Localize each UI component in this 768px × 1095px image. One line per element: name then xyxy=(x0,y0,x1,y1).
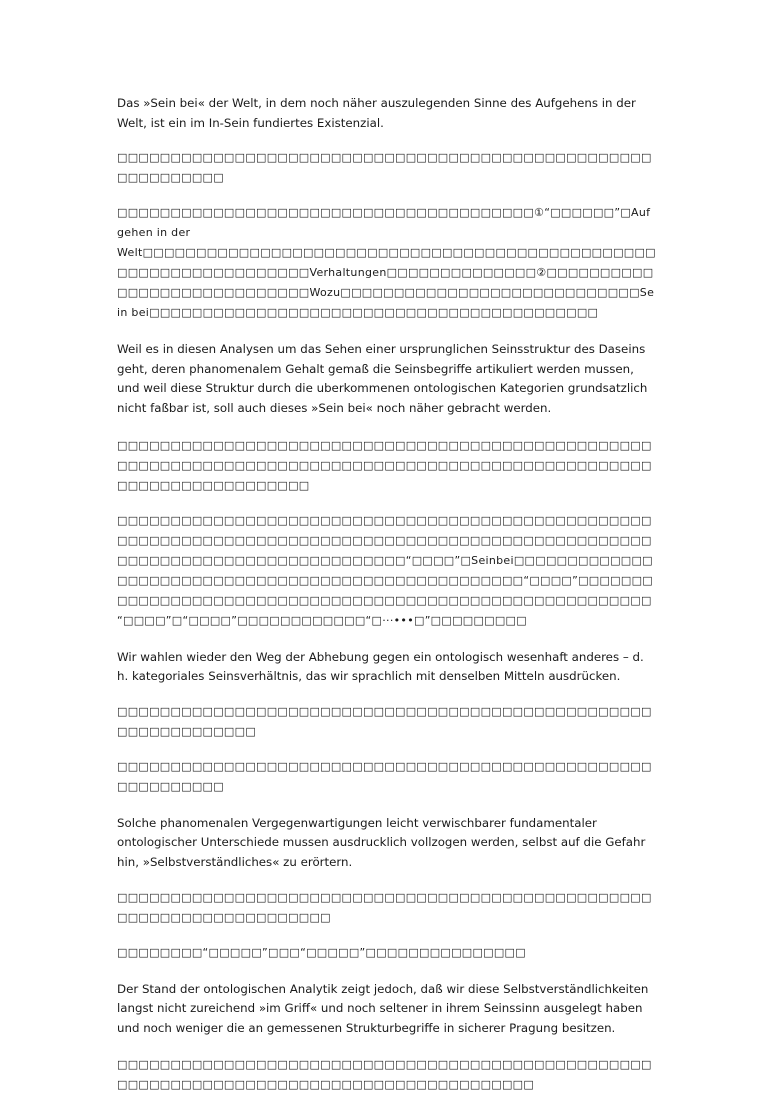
document-body xyxy=(117,94,657,1095)
paragraph-chinese: □□□□□□□□“□□□□□”□□□“□□□□□”□□□□□□□□□□□□□□□ xyxy=(117,945,526,959)
paragraph-chinese: □□□□□□□□□□□□□□□□□□□□□□□□□□□□□□□□□□□□□□□□□□□□□□□□□□□□□□□□□□□□ xyxy=(117,759,652,793)
paragraph-german: Der Stand der ontologischen Analytik zeigt jedoch, daß wir diese Selbstverständlichkeiten langst nicht zureichend »im Griff« und noch seltener in ihrem Seinssinn ausgelegt haben und noch weniger die an gemessenen Strukturbegriffe in sicherer Pragung besitzen. xyxy=(117,981,649,1035)
paragraph-chinese: □□□□□□□□□□□□□□□□□□□□□□□□□□□□□□□□□□□□□□□□□□□□□□□□□□□□□□□□□□□□ xyxy=(117,151,652,185)
paragraph-chinese: □□□□□□□□□□□□□□□□□□□□□□□□□□□□□□□□□□□□□□□□□□□□□□□□□□□□□□□□□□□□□□□□□□□□□□□□□□□□□□□□□□□□□□□□□□□□□□□□□□□□□□□□□□□□□□□□□□□□□□ xyxy=(117,438,652,492)
paragraph-german: Das »Sein bei« der Welt, in dem noch näher auszulegenden Sinne des Aufgehens in der Welt, ist ein im In-Sein fundiertes Existenzial. xyxy=(117,96,636,130)
paragraph-chinese: □□□□□□□□□□□□□□□□□□□□□□□□□□□□□□□□□□□□□□□□□□□□□□□□□□□□□□□□□□□□□□□□□□□□□□□□□□□□□□□□□□□□□□□□□ xyxy=(117,1058,652,1092)
paragraph-chinese: □□□□□□□□□□□□□□□□□□□□□□□□□□□□□□□□□□□□□□□①“□□□□□□”□Aufgehen in der Welt□□□□□□□□□□□□□□□□□□□□□□□□□□□□□□□□□□□□□□□□□□□□□□□□□□□□□□□□□□□□□□□□□□Verhaltungen□□□□□□□□□□□□□□②□□□□□□□□□□□□□□□□□□□□□□□□□□□□Wozu□□□□□□□□□□□□□□□□□□□□□□□□□□□□Sein bei□□□□□□□□□□□□□□□□□□□□□□□□□□□□□□□□□□□□□□□□□□ xyxy=(117,206,656,320)
paragraph-chinese: □□□□□□□□□□□□□□□□□□□□□□□□□□□□□□□□□□□□□□□□□□□□□□□□□□□□□□□□□□□□□□□□□□□□□□□□□□□□□□□□□□□□□□□□□□□□□□□□□□□□□□□□□□□□□□□□□□□□□□□□□□□□□□□“□□□□”□Seinbei□□□□□□□□□□□□□□□□□□□□□□□□□□□□□□□□□□□□□□□□□□□□□□□□□□□“□□□□”□□□□□□□□□□□□□□□□□□□□□□□□□□□□□□□□□□□□□□□□□□□□□□□□□□□□□□□□□“□□□□”□“□□□□”□□□□□□□□□□□□“□···•••□”□□□□□□□□□ xyxy=(117,513,653,627)
paragraph-chinese: □□□□□□□□□□□□□□□□□□□□□□□□□□□□□□□□□□□□□□□□□□□□□□□□□□□□□□□□□□□□□□□ xyxy=(117,704,652,738)
paragraph-german: Wir wahlen wieder den Weg der Abhebung gegen ein ontologisch wesenhaft anderes – d. h. kategoriales Seinsverhältnis, das wir sprachlich mit denselben Mitteln ausdrücken. xyxy=(117,649,644,684)
paragraph-chinese: □□□□□□□□□□□□□□□□□□□□□□□□□□□□□□□□□□□□□□□□□□□□□□□□□□□□□□□□□□□□□□□□□□□□□□ xyxy=(117,890,652,924)
paragraph-german: Solche phanomenalen Vergegenwartigungen leicht verwischbarer fundamentaler ontologischer Unterschiede mussen ausdrucklich vollzogen werden, selbst auf die Gefahr hin, »Selbstverständliches« zu erörtern. xyxy=(117,815,646,869)
paragraph-german: Weil es in diesen Analysen um das Sehen einer ursprunglichen Seinsstruktur des Daseins geht, deren phanomenalem Gehalt gemaß die Seinsbegriffe artikuliert werden mussen, und weil diese Struktur durch die uberkommenen ontologischen Kategorien grundsatzlich nicht faßbar ist, soll auch dieses »Sein bei« noch näher gebracht werden. xyxy=(117,342,648,415)
